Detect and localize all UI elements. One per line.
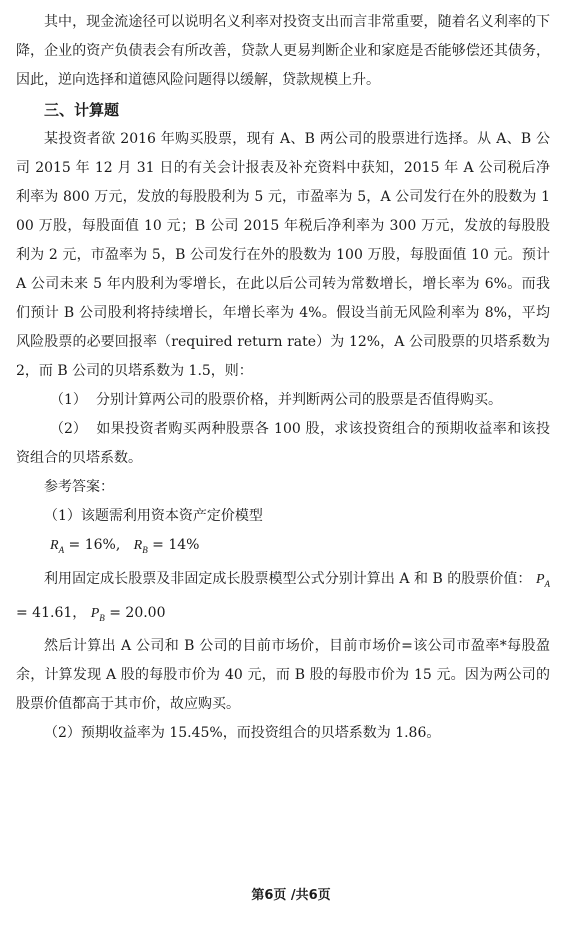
question-1: [16, 386, 550, 415]
rb-value: = 14%: [152, 537, 200, 553]
page-footer: 第6页 /共6页: [251, 888, 331, 903]
pb-symbol: $P_B$: [90, 605, 105, 623]
pa-symbol: $P_A$: [535, 571, 551, 589]
answer-1-conclusion: 然后计算出 A 公司和 B 公司的目前市场价，目前市场价=该公司市盈率*每股盈余，计算发现 A 股的每股市价为 40 元，而 B 股的每股市价为 15 元。因为两公司的股票价值都高于其市价，故应购买。: [16, 638, 550, 713]
intro-paragraph: 其中，现金流途径可以说明名义利率对投资支出而言非常重要，随着名义利率的下降，企业的资产负债表会有所改善，贷款人更易判断企业和家庭是否能够偿还其债务，因此，逆向选择和道德风险问题得以缓解，贷款规模上升。: [16, 14, 550, 88]
section-heading: 三、计算题: [44, 101, 120, 119]
page-content: [16, 8, 550, 748]
question-1-text: 分别计算两公司的股票价格，并判断两公司的股票是否值得购买。: [96, 392, 502, 408]
returns-formula: [16, 531, 550, 565]
rb-symbol: $R_B$: [133, 538, 148, 555]
answer-label: 参考答案：: [44, 479, 114, 495]
ra-symbol: $R_A$: [50, 538, 65, 555]
pb-value: = 20.00: [109, 604, 166, 621]
problem-statement: 某投资者欲 2016 年购买股票，现有 A、B 两公司的股票进行选择。从 A、B 公司 2015 年 12 月 31 日的有关会计报表及补充资料中获知，2015 年 A 公司税后净利率为 800 万元，发放的每股股利为 5 元，市盈率为 5，A 公司发行在外的股数为 100 万股，每股面值 10 元；B 公司 2015 年税后净利率为 300 万元，发放的每股股利为 2 元，市盈率为 5，B 公司发行在外的股数为 100 万股，每股面值 10 元。预计 A 公司未来 5 年内股利为零增长，在此以后公司转为常数增长，增长率为 6%。而我们预计 B 公司股利将持续增长，年增长率为 4%。假设当前无风险利率为 8%，平均风险股票的必要回报率（required return rate）为 12%，A 公司股票的贝塔系数为 2，而 B 公司的贝塔系数为 1.5，则：: [16, 131, 550, 379]
question-1-number: （1）: [50, 392, 87, 408]
answer-1-intro: （1）该题需利用资本资产定价模型: [44, 508, 263, 524]
question-2-text: 如果投资者购买两种股票各 100 股，求该投资组合的预期收益率和该投资组合的贝塔系数。: [16, 421, 550, 466]
question-2: [16, 415, 550, 473]
answer-1-text: 利用固定成长股票及非固定成长股票模型公式分别计算出 A 和 B 的股票价值： $P_A = 41.61$， $P_B = 20.00$: [16, 570, 551, 623]
ra-value: = 16%,: [68, 537, 121, 553]
pa-value: = 41.61，: [16, 604, 87, 621]
question-2-number: （2）: [50, 421, 87, 437]
answer-2: （2）预期收益率为 15.45%，而投资组合的贝塔系数为 1.86。: [44, 725, 441, 742]
